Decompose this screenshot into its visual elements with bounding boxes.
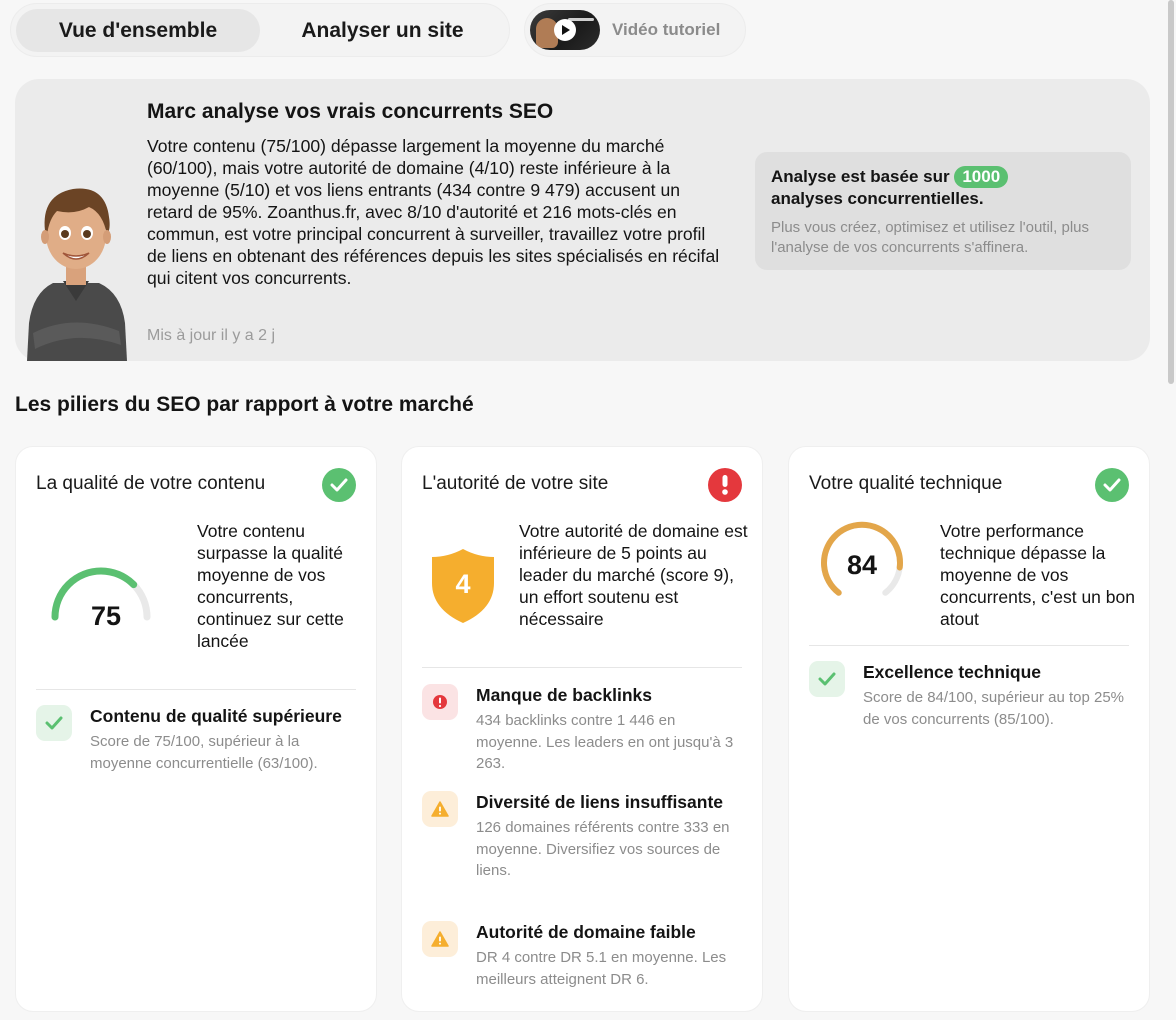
check-icon (809, 661, 845, 697)
check-circle-icon (322, 468, 356, 502)
item-text: Score de 84/100, supérieur au top 25% de vos concurrents (85/100). (863, 689, 1125, 728)
technical-score-value: 84 (846, 550, 878, 580)
tab-overview[interactable]: Vue d'ensemble (16, 9, 260, 52)
section-title: Les piliers du SEO par rapport à votre marché (15, 393, 474, 416)
video-thumbnail (530, 10, 600, 50)
list-item (809, 661, 1129, 730)
analysis-info-title (771, 166, 1115, 210)
item-title: Excellence technique (863, 662, 1041, 682)
item-text: 126 domaines référents contre 333 en moyenne. Diversifiez vos sources de liens. (476, 819, 730, 879)
item-title: Contenu de qualité supérieure (90, 706, 342, 726)
analysis-info-suffix: analyses concurrentielles. (771, 189, 984, 208)
card-description: Votre contenu surpasse la qualité moyenne de vos concurrents, continuez sur cette lancée (197, 521, 344, 651)
warning-triangle-icon (422, 921, 458, 957)
technical-quality-card (788, 446, 1150, 1012)
divider (422, 667, 742, 668)
site-authority-card (401, 446, 763, 1012)
analysis-info-subtitle: Plus vous créez, optimisez et utilisez l'outil, plus l'analyse de vos concurrents s'affinera. (771, 219, 1089, 256)
list-item (36, 705, 356, 774)
item-title: Autorité de domaine faible (476, 922, 696, 942)
analysis-info-prefix: Analyse est basée sur (771, 167, 950, 186)
card-description: Votre autorité de domaine est inférieure de 5 points au leader du marché (score 9), un effort soutenu est nécessaire (519, 521, 748, 629)
list-item (422, 684, 742, 775)
warning-triangle-icon (422, 791, 458, 827)
view-tabs (10, 3, 510, 57)
last-updated: Mis à jour il y a 2 j (147, 327, 276, 344)
card-title: L'autorité de votre site (422, 473, 609, 494)
check-icon (36, 705, 72, 741)
item-title: Manque de backlinks (476, 685, 653, 705)
play-icon (554, 19, 576, 41)
hero-summary: Votre contenu (75/100) dépasse largement la moyenne du marché (60/100), mais votre autorité de domaine (4/10) reste inférieure à la moyenne (5/10) et vos liens entrants (434 contre 9 479) accusent un retard de 95%. Zoanthus.fr, avec 8/10 d'autorité et 216 mots-clés en commun, est votre principal concurrent à surveiller, travaillez votre profil de liens en obtenant des références depuis les sites spécialisés en récifal qui citent vos concurrents. (147, 136, 720, 288)
hero-title: Marc analyse vos vrais concurrents SEO (147, 100, 554, 123)
check-circle-icon (1095, 468, 1129, 502)
list-item (422, 791, 742, 882)
item-text: DR 4 contre DR 5.1 en moyenne. Les meilleurs atteignent DR 6. (476, 949, 727, 988)
analysis-count-badge: 1000 (954, 166, 1008, 188)
content-score-value: 75 (90, 601, 122, 631)
tab-analyze-site[interactable]: Analyser un site (301, 18, 464, 42)
hero-panel (15, 79, 1150, 361)
card-title: La qualité de votre contenu (36, 473, 266, 494)
alert-circle-icon (708, 468, 742, 502)
list-item (422, 921, 742, 990)
video-tutorial-label: Vidéo tutoriel (612, 20, 721, 39)
scrollbar[interactable] (1168, 0, 1174, 384)
divider (809, 645, 1129, 646)
item-text: Score de 75/100, supérieur à la moyenne concurrentielle (63/100). (90, 733, 318, 772)
item-title: Diversité de liens insuffisante (476, 792, 724, 812)
video-tutorial-button[interactable] (524, 3, 746, 57)
authority-score-value: 4 (455, 569, 471, 599)
content-quality-card (15, 446, 377, 1012)
analysis-info-card (755, 152, 1131, 270)
card-title: Votre qualité technique (809, 473, 1003, 494)
card-description: Votre performance technique dépasse la moyenne de vos concurrents, c'est un bon atout (940, 521, 1135, 629)
divider (36, 689, 356, 690)
item-text: 434 backlinks contre 1 446 en moyenne. Les leaders en ont jusqu'à 3 263. (476, 712, 734, 772)
alert-circle-icon (422, 684, 458, 720)
avatar (23, 173, 129, 361)
